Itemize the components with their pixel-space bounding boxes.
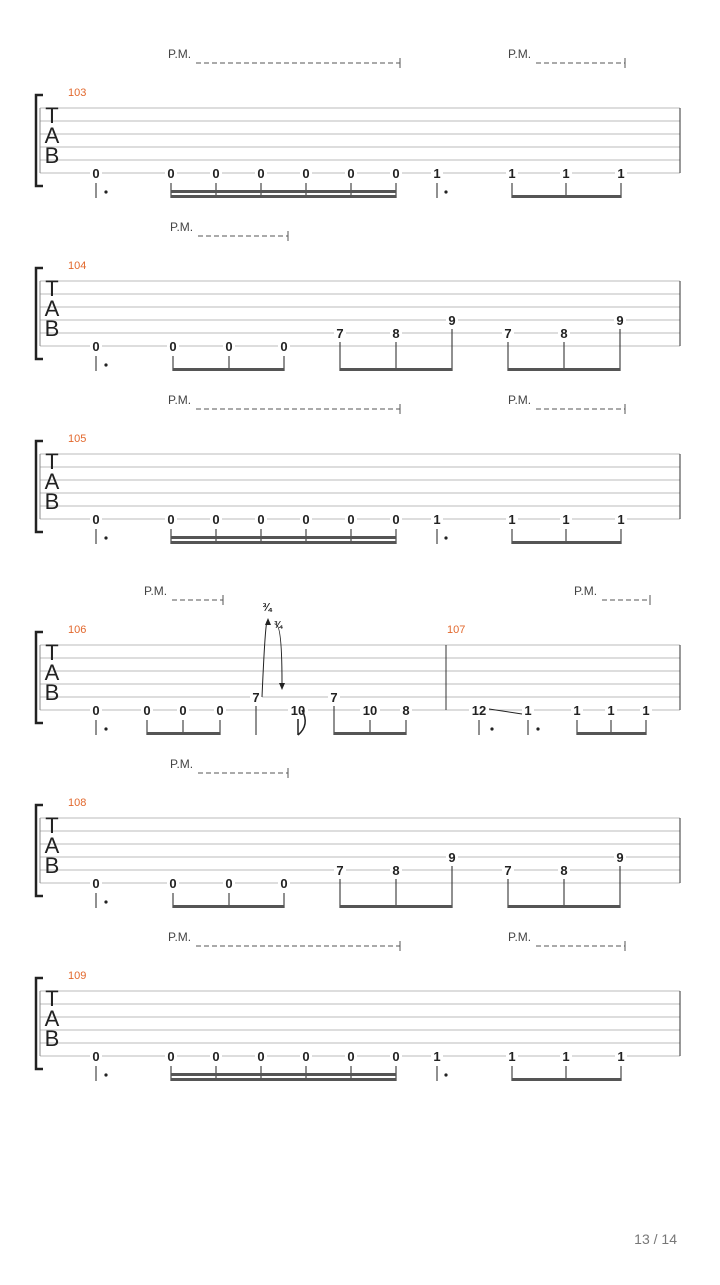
fret-number: 7 [504,326,512,341]
tab-clef-letter: T [45,276,59,301]
tab-clef-letter: T [45,449,59,474]
augmentation-dot [104,363,107,366]
augmentation-dot [490,727,493,730]
tab-clef-letter: A [44,1006,60,1031]
tab-clef-letter: A [44,660,60,685]
fret-number: 0 [302,512,310,527]
note-beam [147,732,220,735]
fret-number: 1 [433,1049,441,1064]
fret-number: 1 [433,166,441,181]
tab-clef-letter: T [45,103,59,128]
fret-number: 8 [560,863,568,878]
palm-mute-label: P.M. [574,584,598,598]
fret-number: 0 [167,166,175,181]
note-beam [171,190,396,193]
note-beam [171,541,396,544]
note-beam [340,905,452,908]
fret-number: 0 [92,512,100,527]
fret-number: 0 [257,512,265,527]
fret-number: 1 [508,512,516,527]
fret-number: 0 [92,1049,100,1064]
tab-clef-letter: B [44,1026,60,1051]
fret-number: 8 [402,703,410,718]
note-beam [171,1078,396,1081]
palm-mute-label: P.M. [168,393,192,407]
measure-number: 105 [68,433,87,445]
palm-mute-label: P.M. [508,930,532,944]
tab-clef-letter: B [44,489,60,514]
measure-number: 109 [68,970,87,982]
note-beam [171,195,396,198]
fret-number: 0 [257,1049,265,1064]
release-arrow-down [279,683,285,690]
fret-number: 0 [392,166,400,181]
fret-number: 0 [257,166,265,181]
page-number: 13 / 14 [634,1231,677,1247]
augmentation-dot [104,536,107,539]
fret-number: 1 [642,703,650,718]
fret-number: 0 [225,876,233,891]
fret-number: 0 [179,703,187,718]
fret-number: 0 [280,339,288,354]
palm-mute-label: P.M. [508,393,532,407]
fret-number: 0 [143,703,151,718]
fret-number: 0 [347,512,355,527]
fret-number: 0 [216,703,224,718]
fret-number: 0 [347,1049,355,1064]
bend-amount: ¾ [262,602,272,614]
measure-number: 106 [68,624,87,636]
fret-number: 9 [616,313,624,328]
fret-number: 7 [330,690,338,705]
measure-number: 104 [68,260,87,272]
tab-clef-letter: T [45,640,59,665]
palm-mute-label: P.M. [170,757,194,771]
fret-number: 0 [225,339,233,354]
fret-number: 9 [448,313,456,328]
fret-number: 1 [524,703,532,718]
fret-number: 1 [573,703,581,718]
tab-clef-letter: A [44,296,60,321]
note-beam [508,368,620,371]
tab-clef-letter: T [45,986,59,1011]
fret-number: 1 [562,512,570,527]
fret-number: 7 [504,863,512,878]
fret-number: 1 [508,1049,516,1064]
fret-number: 0 [347,166,355,181]
augmentation-dot [536,727,539,730]
fret-number: 0 [169,339,177,354]
tab-clef-letter: A [44,123,60,148]
fret-number: 0 [302,166,310,181]
tab-clef-letter: T [45,813,59,838]
bend-curve [262,621,268,697]
note-beam [340,368,452,371]
augmentation-dot [104,1073,107,1076]
fret-number: 0 [92,339,100,354]
fret-number: 0 [212,512,220,527]
fret-number: 0 [212,166,220,181]
fret-number: 1 [508,166,516,181]
fret-number: 10 [290,703,306,718]
fret-number: 7 [336,326,344,341]
release-amount: ¾ [273,620,283,631]
note-beam [577,732,646,735]
tab-clef-letter: A [44,469,60,494]
note-beam [173,368,284,371]
measure-number: 108 [68,797,87,809]
fret-number: 1 [607,703,615,718]
tab-clef-letter: B [44,853,60,878]
note-beam [508,905,620,908]
fret-number: 12 [471,703,487,718]
fret-number: 0 [92,166,100,181]
measure-number: 103 [68,87,87,99]
fret-number: 0 [212,1049,220,1064]
palm-mute-label: P.M. [168,930,192,944]
note-beam [173,905,284,908]
fret-number: 0 [169,876,177,891]
fret-number: 1 [562,1049,570,1064]
note-beam [512,1078,621,1081]
fret-number: 0 [92,703,100,718]
palm-mute-label: P.M. [144,584,168,598]
augmentation-dot [104,190,107,193]
fret-number: 0 [167,512,175,527]
fret-number: 0 [392,512,400,527]
release-curve [276,625,282,683]
fret-number: 8 [392,326,400,341]
fret-number: 0 [92,876,100,891]
tab-clef-letter: B [44,143,60,168]
fret-number: 0 [392,1049,400,1064]
measure-number: 107 [447,624,466,636]
tab-clef-letter: B [44,316,60,341]
palm-mute-label: P.M. [170,220,194,234]
fret-number: 1 [617,512,625,527]
palm-mute-label: P.M. [508,47,532,61]
augmentation-dot [444,536,447,539]
fret-number: 9 [448,850,456,865]
fret-number: 8 [560,326,568,341]
augmentation-dot [444,190,447,193]
tab-clef-letter: B [44,680,60,705]
fret-number: 10 [362,703,378,718]
fret-number: 8 [392,863,400,878]
fret-number: 7 [252,690,260,705]
fret-number: 1 [433,512,441,527]
note-beam [512,541,621,544]
fret-number: 7 [336,863,344,878]
palm-mute-label: P.M. [168,47,192,61]
note-beam [171,536,396,539]
augmentation-dot [104,727,107,730]
augmentation-dot [444,1073,447,1076]
fret-number: 1 [617,1049,625,1064]
tab-clef-letter: A [44,833,60,858]
bend-arrow-up [265,618,271,625]
fret-number: 0 [280,876,288,891]
note-beam [512,195,621,198]
note-beam [171,1073,396,1076]
fret-number: 9 [616,850,624,865]
fret-number: 1 [617,166,625,181]
note-beam [334,732,406,735]
fret-number: 0 [302,1049,310,1064]
augmentation-dot [104,900,107,903]
fret-number: 1 [562,166,570,181]
fret-number: 0 [167,1049,175,1064]
